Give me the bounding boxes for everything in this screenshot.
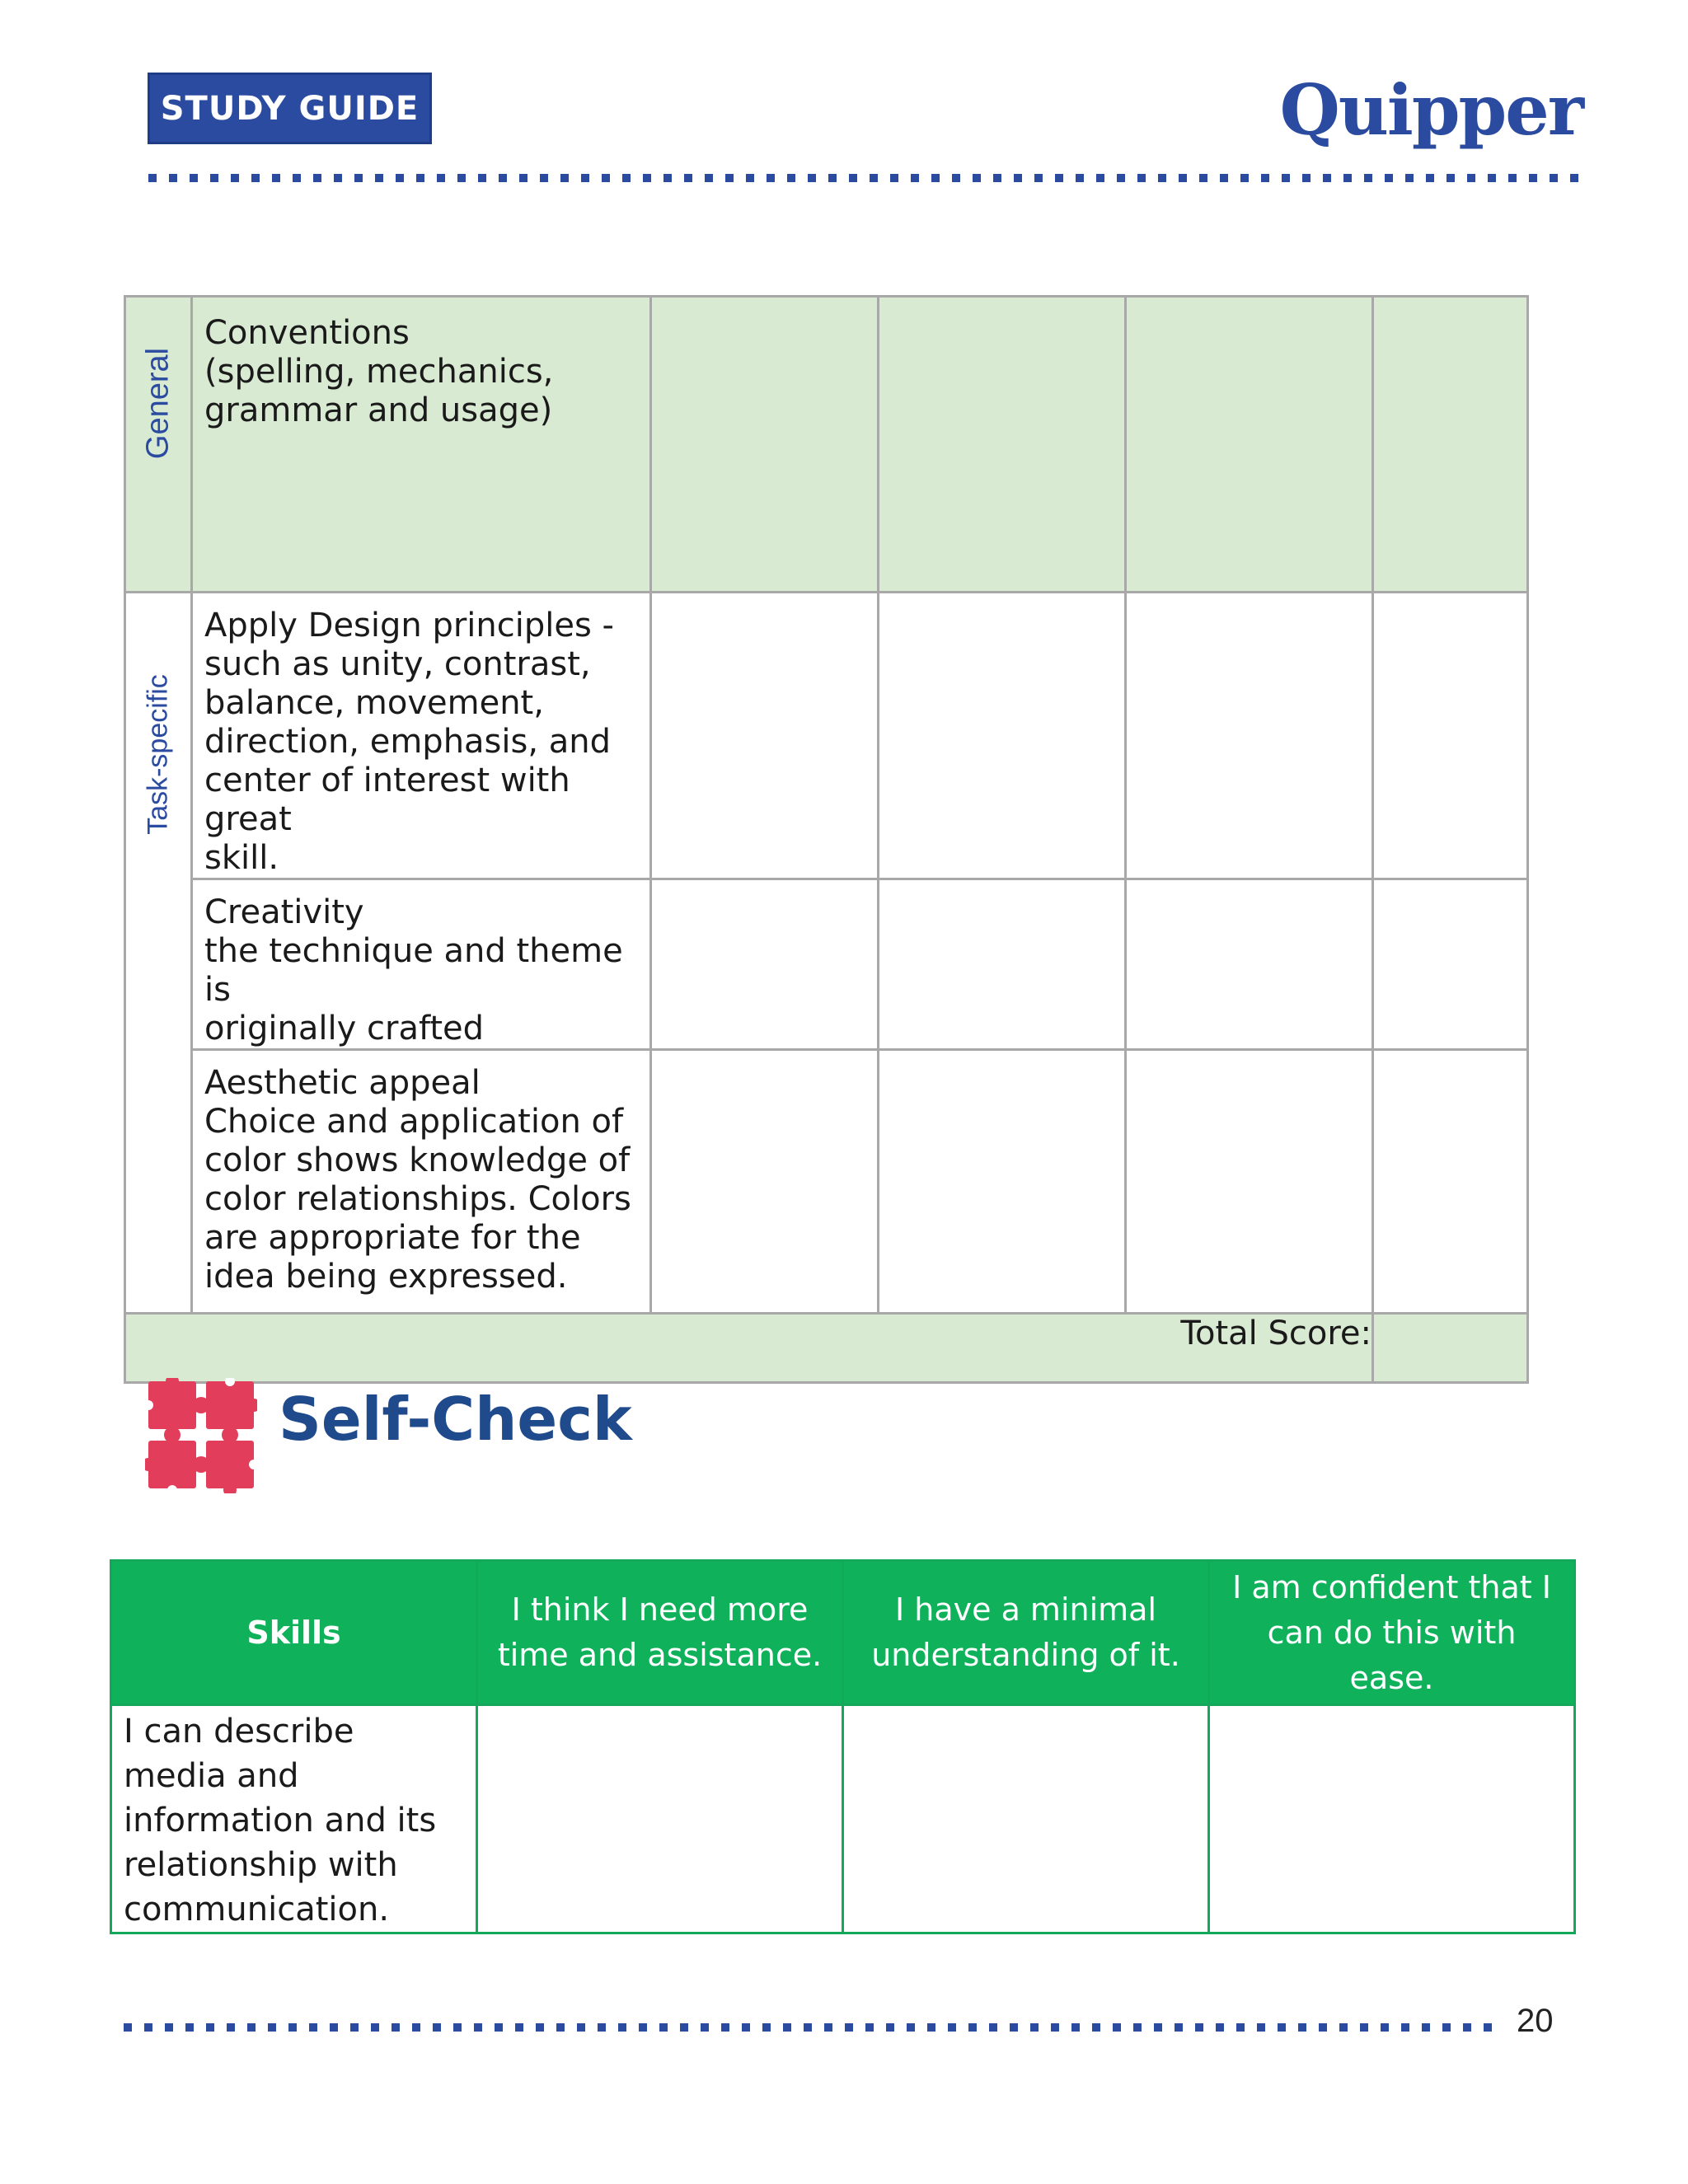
top-divider — [148, 174, 1587, 182]
score-cell — [651, 593, 879, 879]
header-need-more-time: I think I need more time and assistance. — [477, 1561, 843, 1705]
group-general-label: General — [140, 347, 176, 460]
header-confident: I am confident that I can do this with ease. — [1209, 1561, 1575, 1705]
bottom-divider — [124, 2023, 1500, 2032]
puzzle-icon — [145, 1378, 257, 1493]
group-task-specific — [125, 593, 192, 1314]
rating-cell[interactable] — [1209, 1705, 1575, 1933]
self-check-table — [110, 1559, 1576, 1934]
score-cell — [1373, 1050, 1528, 1314]
study-guide-badge: STUDY GUIDE — [148, 73, 432, 144]
total-score-cell — [1373, 1314, 1528, 1383]
header-skills: Skills — [111, 1561, 477, 1705]
rating-cell[interactable] — [477, 1705, 843, 1933]
skill-cell: I can describe media and information and its relationship with communication. — [111, 1705, 477, 1933]
self-check-row — [111, 1705, 1575, 1933]
score-cell — [1126, 879, 1373, 1050]
rubric-row-aesthetic — [125, 1050, 1528, 1314]
score-cell — [1126, 1050, 1373, 1314]
rubric-total-row — [125, 1314, 1528, 1383]
score-cell — [879, 297, 1126, 593]
score-cell — [1373, 297, 1528, 593]
score-cell — [1126, 593, 1373, 879]
rubric-row-creativity — [125, 879, 1528, 1050]
score-cell — [879, 1050, 1126, 1314]
criterion-cell: Aesthetic appeal Choice and application of color shows knowledge of color relationships. Colors are appropriate for the idea being expressed. — [192, 1050, 651, 1314]
score-cell — [651, 879, 879, 1050]
self-check-header-row — [111, 1561, 1575, 1705]
total-score-label: Total Score: — [125, 1314, 1373, 1383]
rating-cell[interactable] — [843, 1705, 1209, 1933]
score-cell — [1126, 297, 1373, 593]
score-cell — [651, 297, 879, 593]
group-task-specific-label: Task-specific — [142, 674, 174, 835]
group-general — [125, 297, 192, 593]
rubric-row-conventions — [125, 297, 1528, 593]
rubric-table — [124, 295, 1529, 1384]
header-minimal-understanding: I have a minimal understanding of it. — [843, 1561, 1209, 1705]
criterion-cell: Apply Design principles - such as unity, contrast, balance, movement, direction, emphasis, and center of interest with great skill. — [192, 593, 651, 879]
rubric-row-design — [125, 593, 1528, 879]
score-cell — [1373, 879, 1528, 1050]
score-cell — [879, 593, 1126, 879]
criterion-cell: Conventions (spelling, mechanics, grammar and usage) — [192, 297, 651, 593]
score-cell — [879, 879, 1126, 1050]
quipper-logo: Quipper — [1279, 69, 1582, 151]
self-check-title: Self-Check — [279, 1385, 632, 1454]
score-cell — [651, 1050, 879, 1314]
page-number: 20 — [1517, 2003, 1554, 2039]
score-cell — [1373, 593, 1528, 879]
criterion-cell: Creativity the technique and theme is originally crafted — [192, 879, 651, 1050]
